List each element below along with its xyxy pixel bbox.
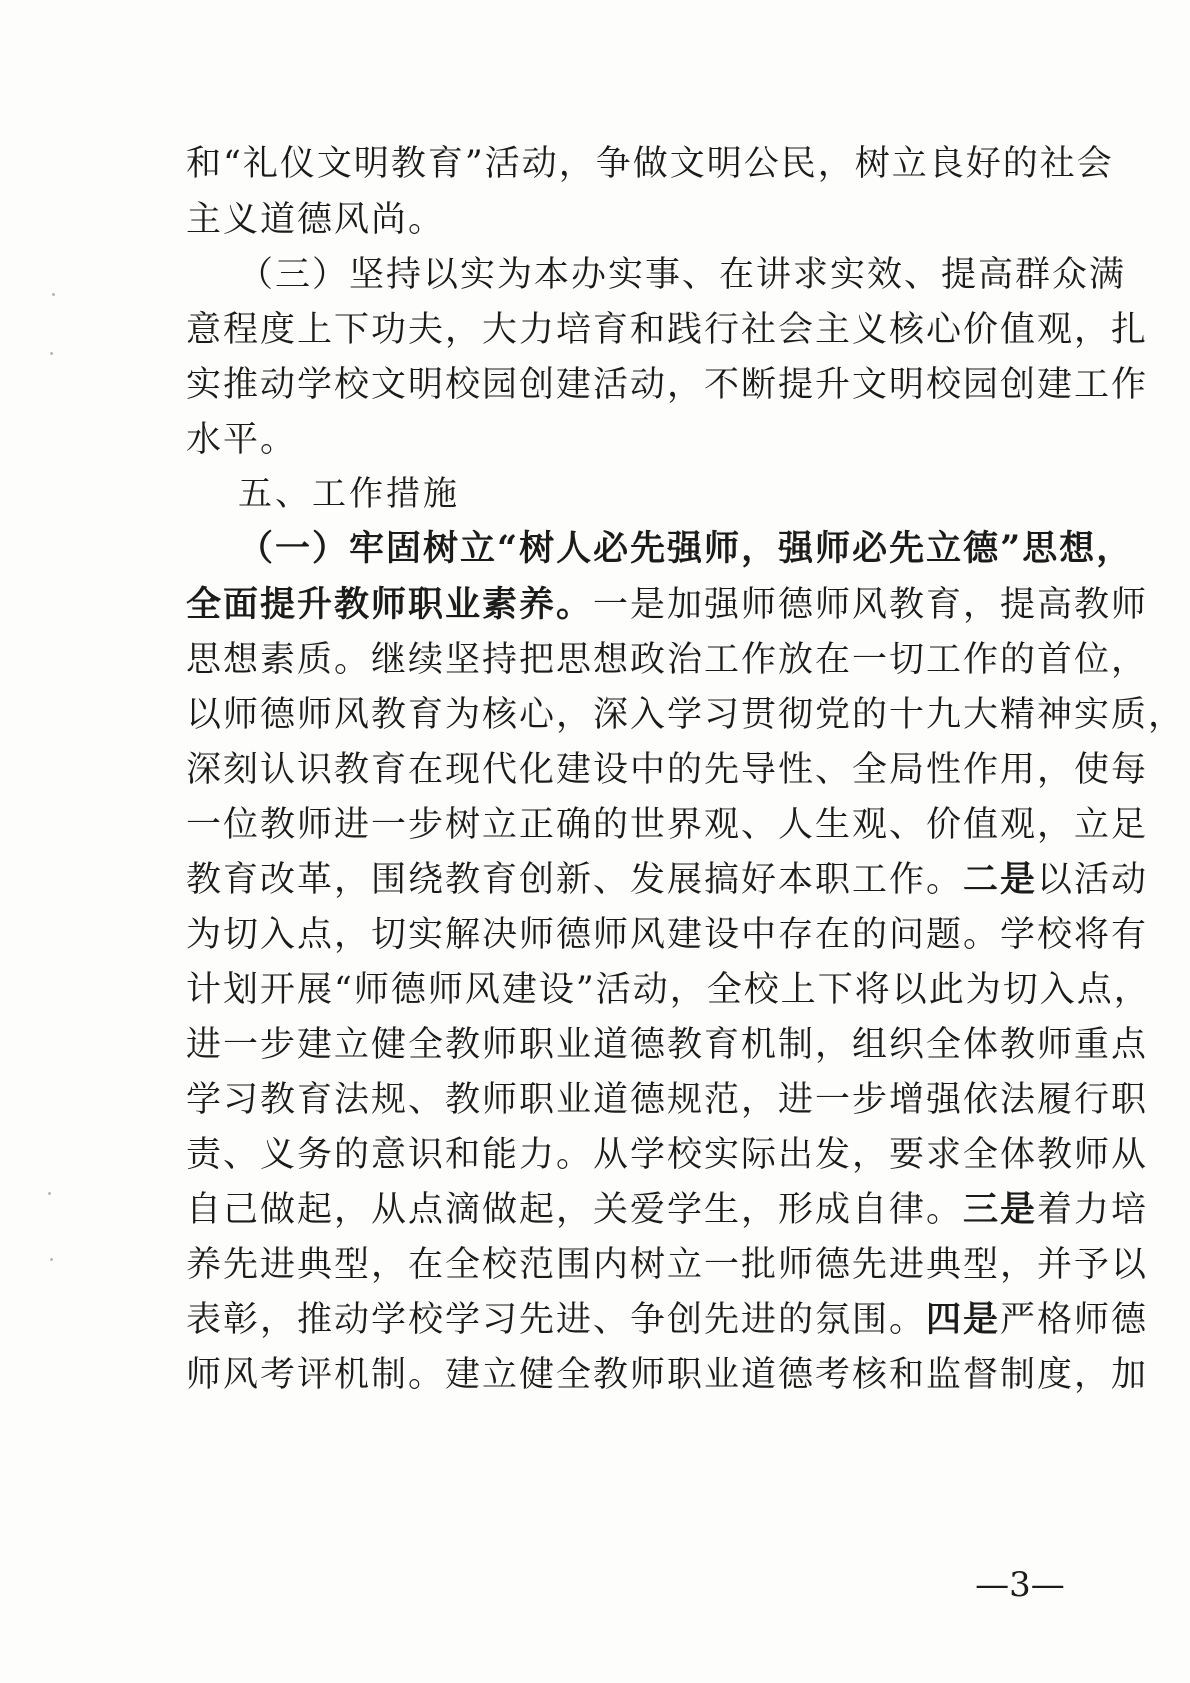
body-text-line: 主义道德风尚。 <box>186 200 446 240</box>
bold-phrase: 四是 <box>926 1300 1001 1340</box>
bold-phrase: 全面提升教师职业素养。 <box>186 585 594 625</box>
body-text-line: 为切入点，切实解决师德师风建设中存在的问题。学校将有 <box>186 915 1149 955</box>
body-text-line <box>186 1182 1149 1238</box>
page-number: —3— <box>975 1565 1065 1605</box>
body-text-line: （三）坚持以实为本办实事、在讲求实效、提高群众满 <box>238 255 1127 295</box>
body-text-line: 深刻认识教育在现代化建设中的先导性、全局性作用，使每 <box>186 750 1149 790</box>
body-text-line: 师风考评机制。建立健全教师职业道德考核和监督制度，加 <box>186 1355 1149 1395</box>
text-run: 严格师德 <box>1000 1300 1149 1340</box>
body-text-line: 和“礼仪文明教育”活动，争做文明公民，树立良好的社会 <box>186 144 1114 184</box>
scan-speck <box>48 1192 51 1195</box>
bold-phrase: 三是 <box>963 1190 1038 1230</box>
text-run: 教育改革，围绕教育创新、发展搞好本职工作。 <box>186 860 964 900</box>
bold-phrase: 二是 <box>963 860 1038 900</box>
body-text-line: 水平。 <box>186 420 298 460</box>
body-text-line <box>186 577 1149 633</box>
body-text-line: 学习教育法规、教师职业道德规范，进一步增强依法履行职 <box>186 1080 1149 1120</box>
subsection-heading: （一）牢固树立“树人必先强师，强师必先立德”思想， <box>238 528 1134 569</box>
text-run: 自己做起，从点滴做起，关爱学生，形成自律。 <box>186 1190 964 1230</box>
body-text-line: 进一步建立健全教师职业道德教育机制，组织全体教师重点 <box>186 1025 1149 1065</box>
body-text-line: 责、义务的意识和能力。从学校实际出发，要求全体教师从 <box>186 1135 1149 1175</box>
body-text-line: 以师德师风教育为核心，深入学习贯彻党的十九大精神实质， <box>186 695 1186 735</box>
text-run: 着力培 <box>1037 1190 1149 1230</box>
body-text-line: 意程度上下功夫，大力培育和践行社会主义核心价值观，扎 <box>186 310 1149 350</box>
scan-speck <box>50 352 53 355</box>
scan-speck <box>52 293 55 296</box>
body-text-line: 实推动学校文明校园创建活动，不断提升文明校园创建工作 <box>186 365 1149 405</box>
body-text-line: 养先进典型，在全校范围内树立一批师德先进典型，并予以 <box>186 1245 1149 1285</box>
section-heading: 五、工作措施 <box>238 474 460 514</box>
body-text-line: 思想素质。继续坚持把思想政治工作放在一切工作的首位， <box>186 640 1149 680</box>
scan-speck <box>50 1258 53 1261</box>
body-text-line <box>186 1292 1149 1348</box>
text-run: 一是加强师德师风教育，提高教师 <box>593 585 1149 625</box>
body-text-line: 一位教师进一步树立正确的世界观、人生观、价值观，立足 <box>186 805 1149 845</box>
body-text-line: 计划开展“师德师风建设”活动，全校上下将以此为切入点， <box>186 970 1151 1010</box>
body-text-line <box>186 852 1149 908</box>
text-run: 以活动 <box>1037 860 1149 900</box>
text-run: 表彰，推动学校学习先进、争创先进的氛围。 <box>186 1300 927 1340</box>
